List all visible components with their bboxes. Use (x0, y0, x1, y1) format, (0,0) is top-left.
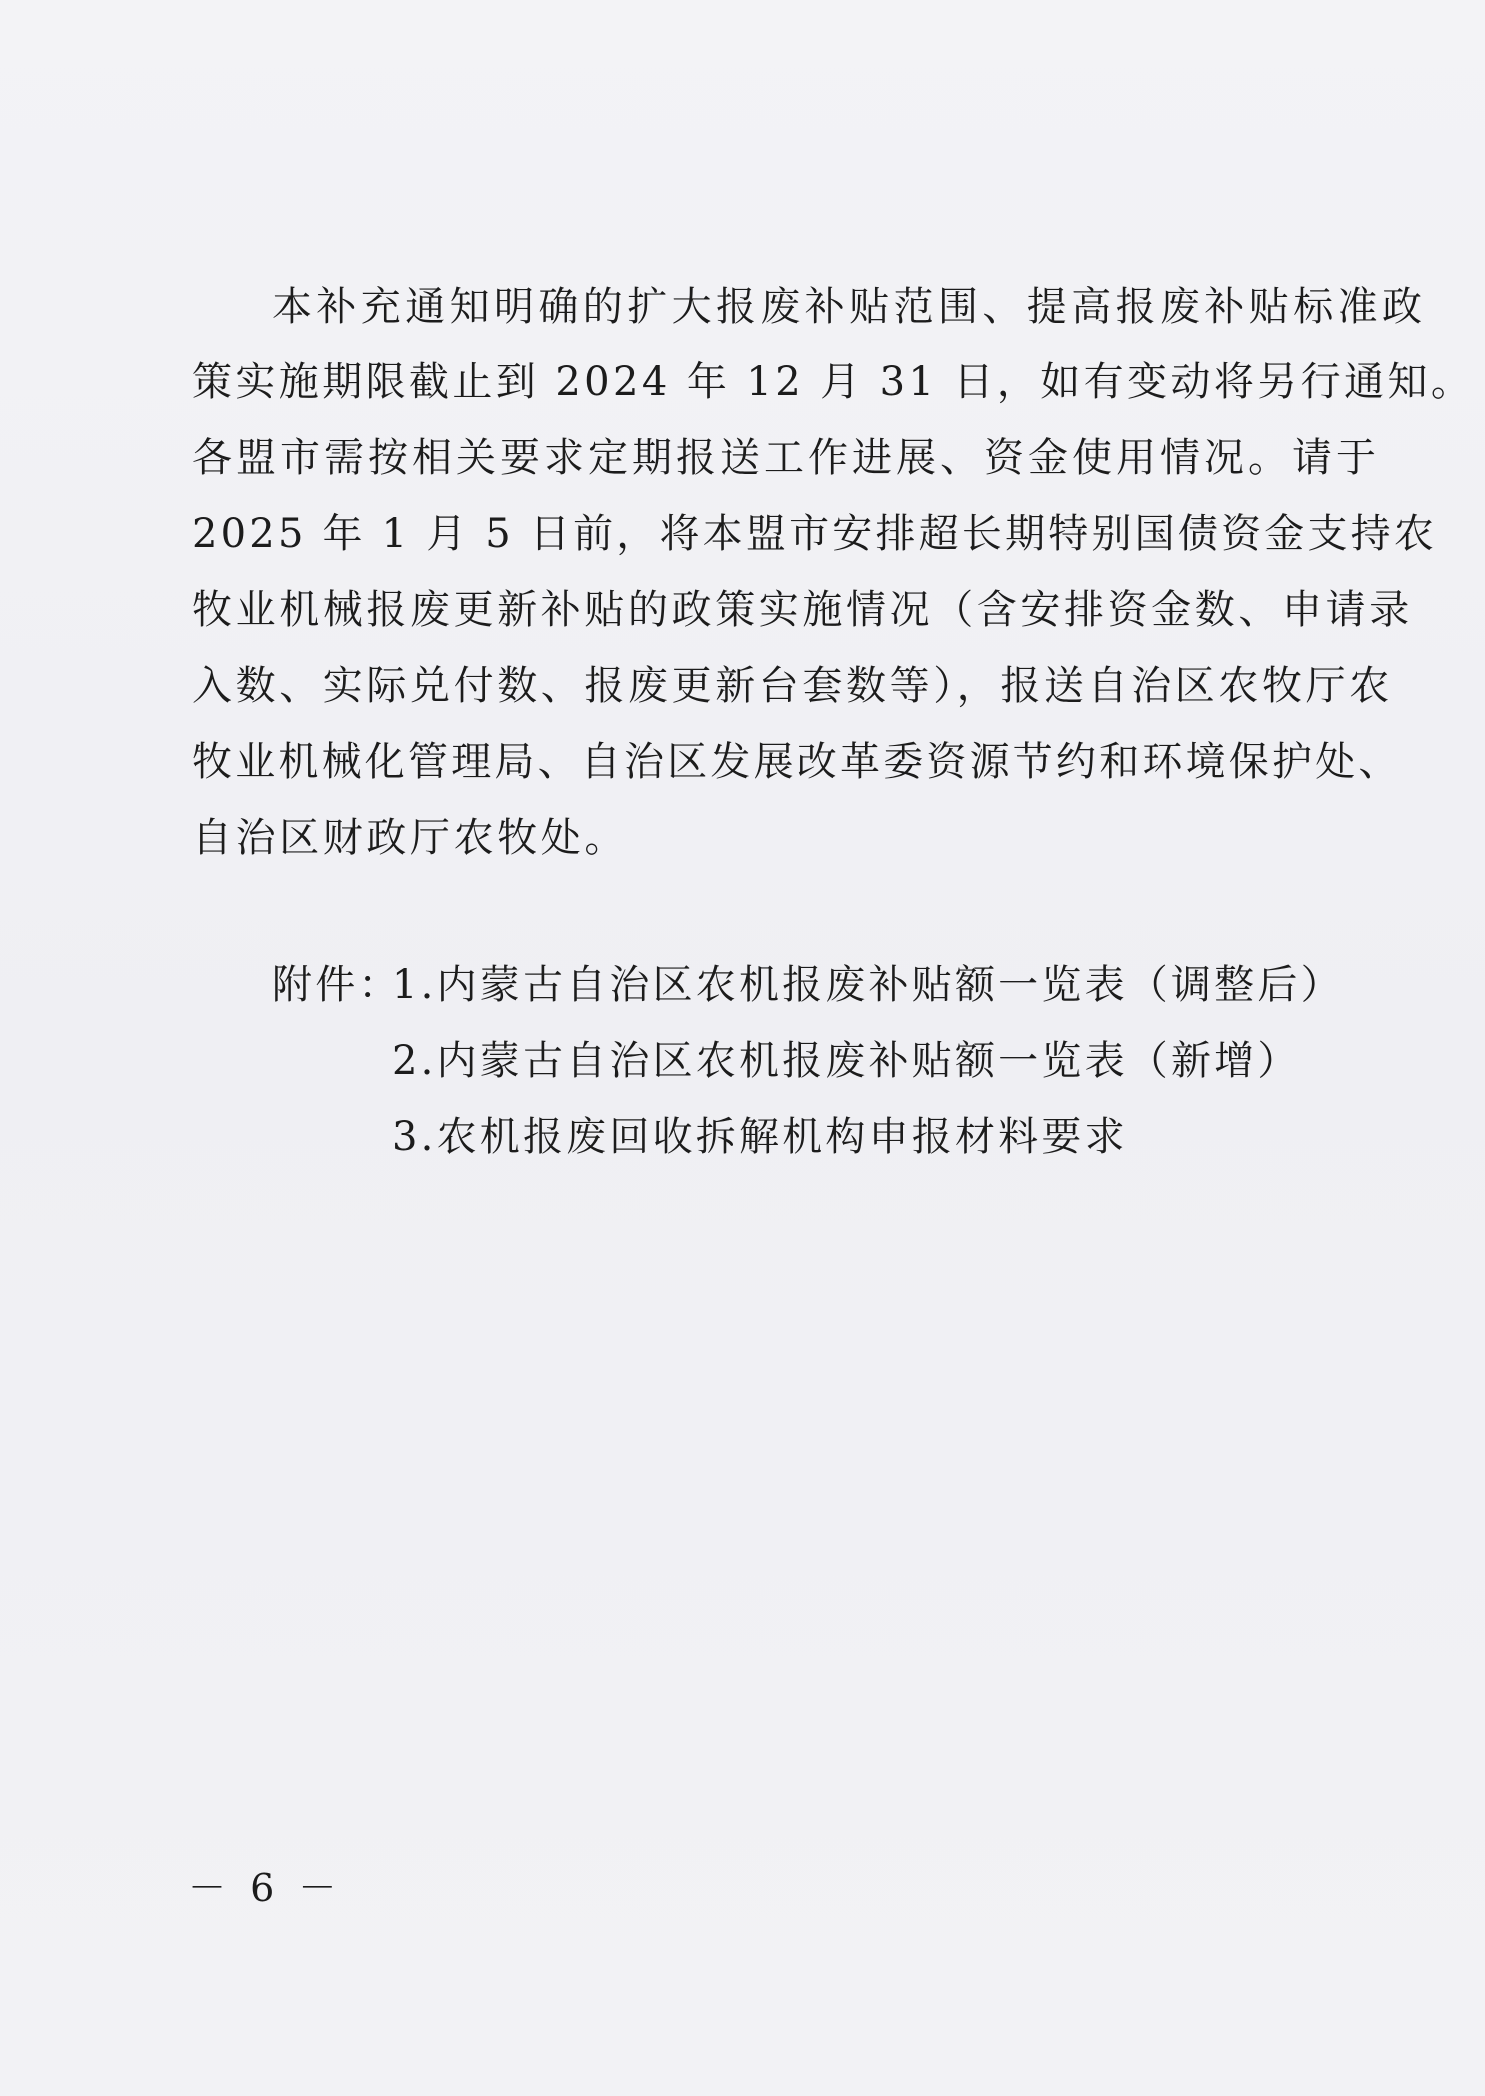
paragraph-line-3: 各盟市需按相关要求定期报送工作进展、资金使用情况。请于 (192, 435, 1380, 481)
attachment-item-1: 1.内蒙古自治区农机报废补贴额一览表（调整后） (392, 962, 1344, 1008)
attachments-label: 附件： (272, 962, 402, 1008)
paragraph-line-8: 自治区财政厅农牧处。 (192, 815, 628, 861)
paragraph-line-5: 牧业机械报废更新补贴的政策实施情况（含安排资金数、申请录 (192, 587, 1413, 633)
paragraph-line-4: 2025 年 1 月 5 日前，将本盟市安排超长期特别国债资金支持农 (192, 511, 1438, 557)
paragraph-line-6: 入数、实际兑付数、报废更新台套数等），报送自治区农牧厅农 (192, 663, 1393, 709)
paragraph-line-2: 策实施期限截止到 2024 年 12 月 31 日，如有变动将另行通知。 (192, 359, 1475, 405)
paragraph-line-1: 本补充通知明确的扩大报废补贴范围、提高报废补贴标准政 (272, 284, 1427, 330)
attachment-item-3: 3.农机报废回收拆解机构申报材料要求 (392, 1114, 1128, 1160)
paragraph-line-7: 牧业机械化管理局、自治区发展改革委资源节约和环境保护处、 (192, 739, 1402, 785)
attachment-item-2: 2.内蒙古自治区农机报废补贴额一览表（新增） (392, 1038, 1301, 1084)
page-number: － 6 － (188, 1866, 343, 1910)
